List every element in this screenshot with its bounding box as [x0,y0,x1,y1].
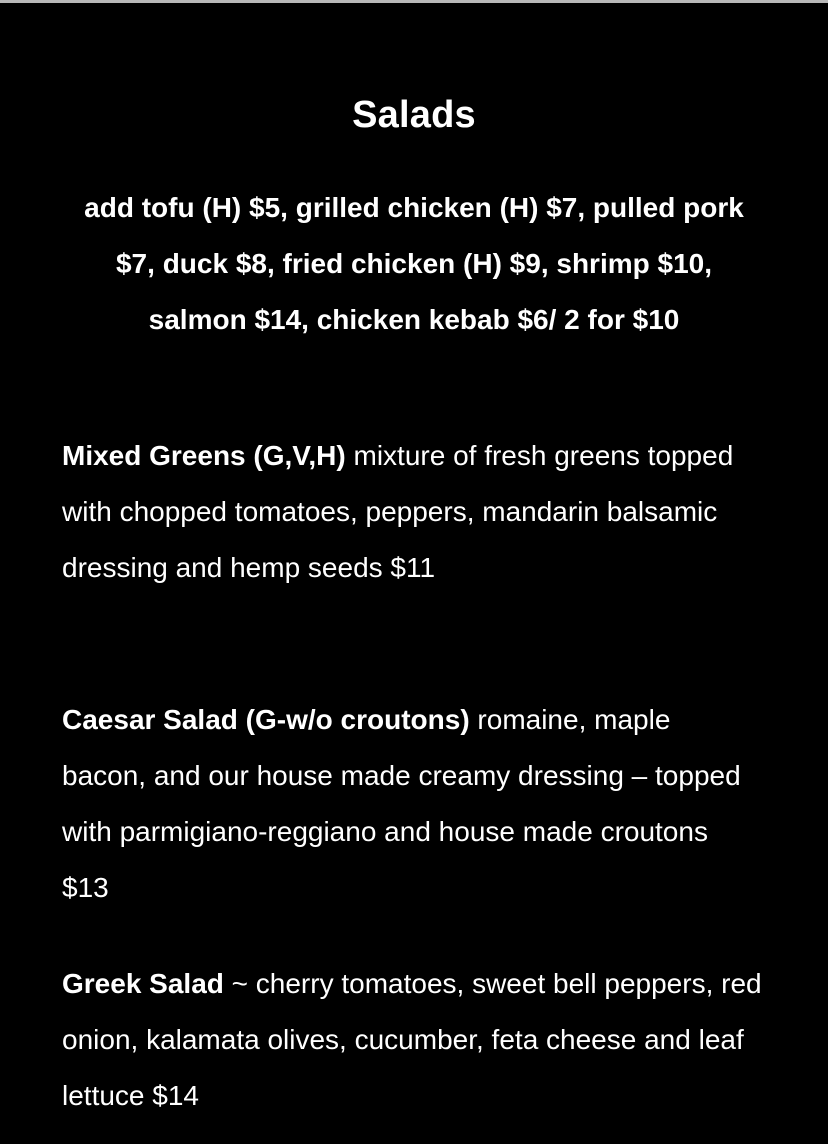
menu-title: Salads [352,94,476,137]
menu-item-description: romaine, maple bacon, and our house made creamy dressing – topped with parmigiano-reggiano and house made croutons $13 [62,704,741,903]
menu-item-description: mixture of fresh greens topped with chopped tomatoes, peppers, mandarin balsamic dressing and hemp seeds $11 [62,440,734,583]
menu-item-name: Caesar Salad (G-w/o croutons) [62,704,470,735]
salad-addons: add tofu (H) $5, grilled chicken (H) $7, pulled pork $7, duck $8, fried chicken (H) $9, shrimp $10, salmon $14, chicken kebab $6/ 2 for $10 [84,192,744,335]
menu-item-greek-salad [62,956,762,1124]
menu-item-mixed-greens [62,428,762,596]
menu-item-caesar-salad [62,692,762,916]
menu-item-name: Greek Salad [62,968,224,999]
menu-item-description: ~ cherry tomatoes, sweet bell peppers, red onion, kalamata olives, cucumber, feta cheese and leaf lettuce $14 [62,968,762,1111]
menu-item-name: Mixed Greens (G,V,H) [62,440,346,471]
